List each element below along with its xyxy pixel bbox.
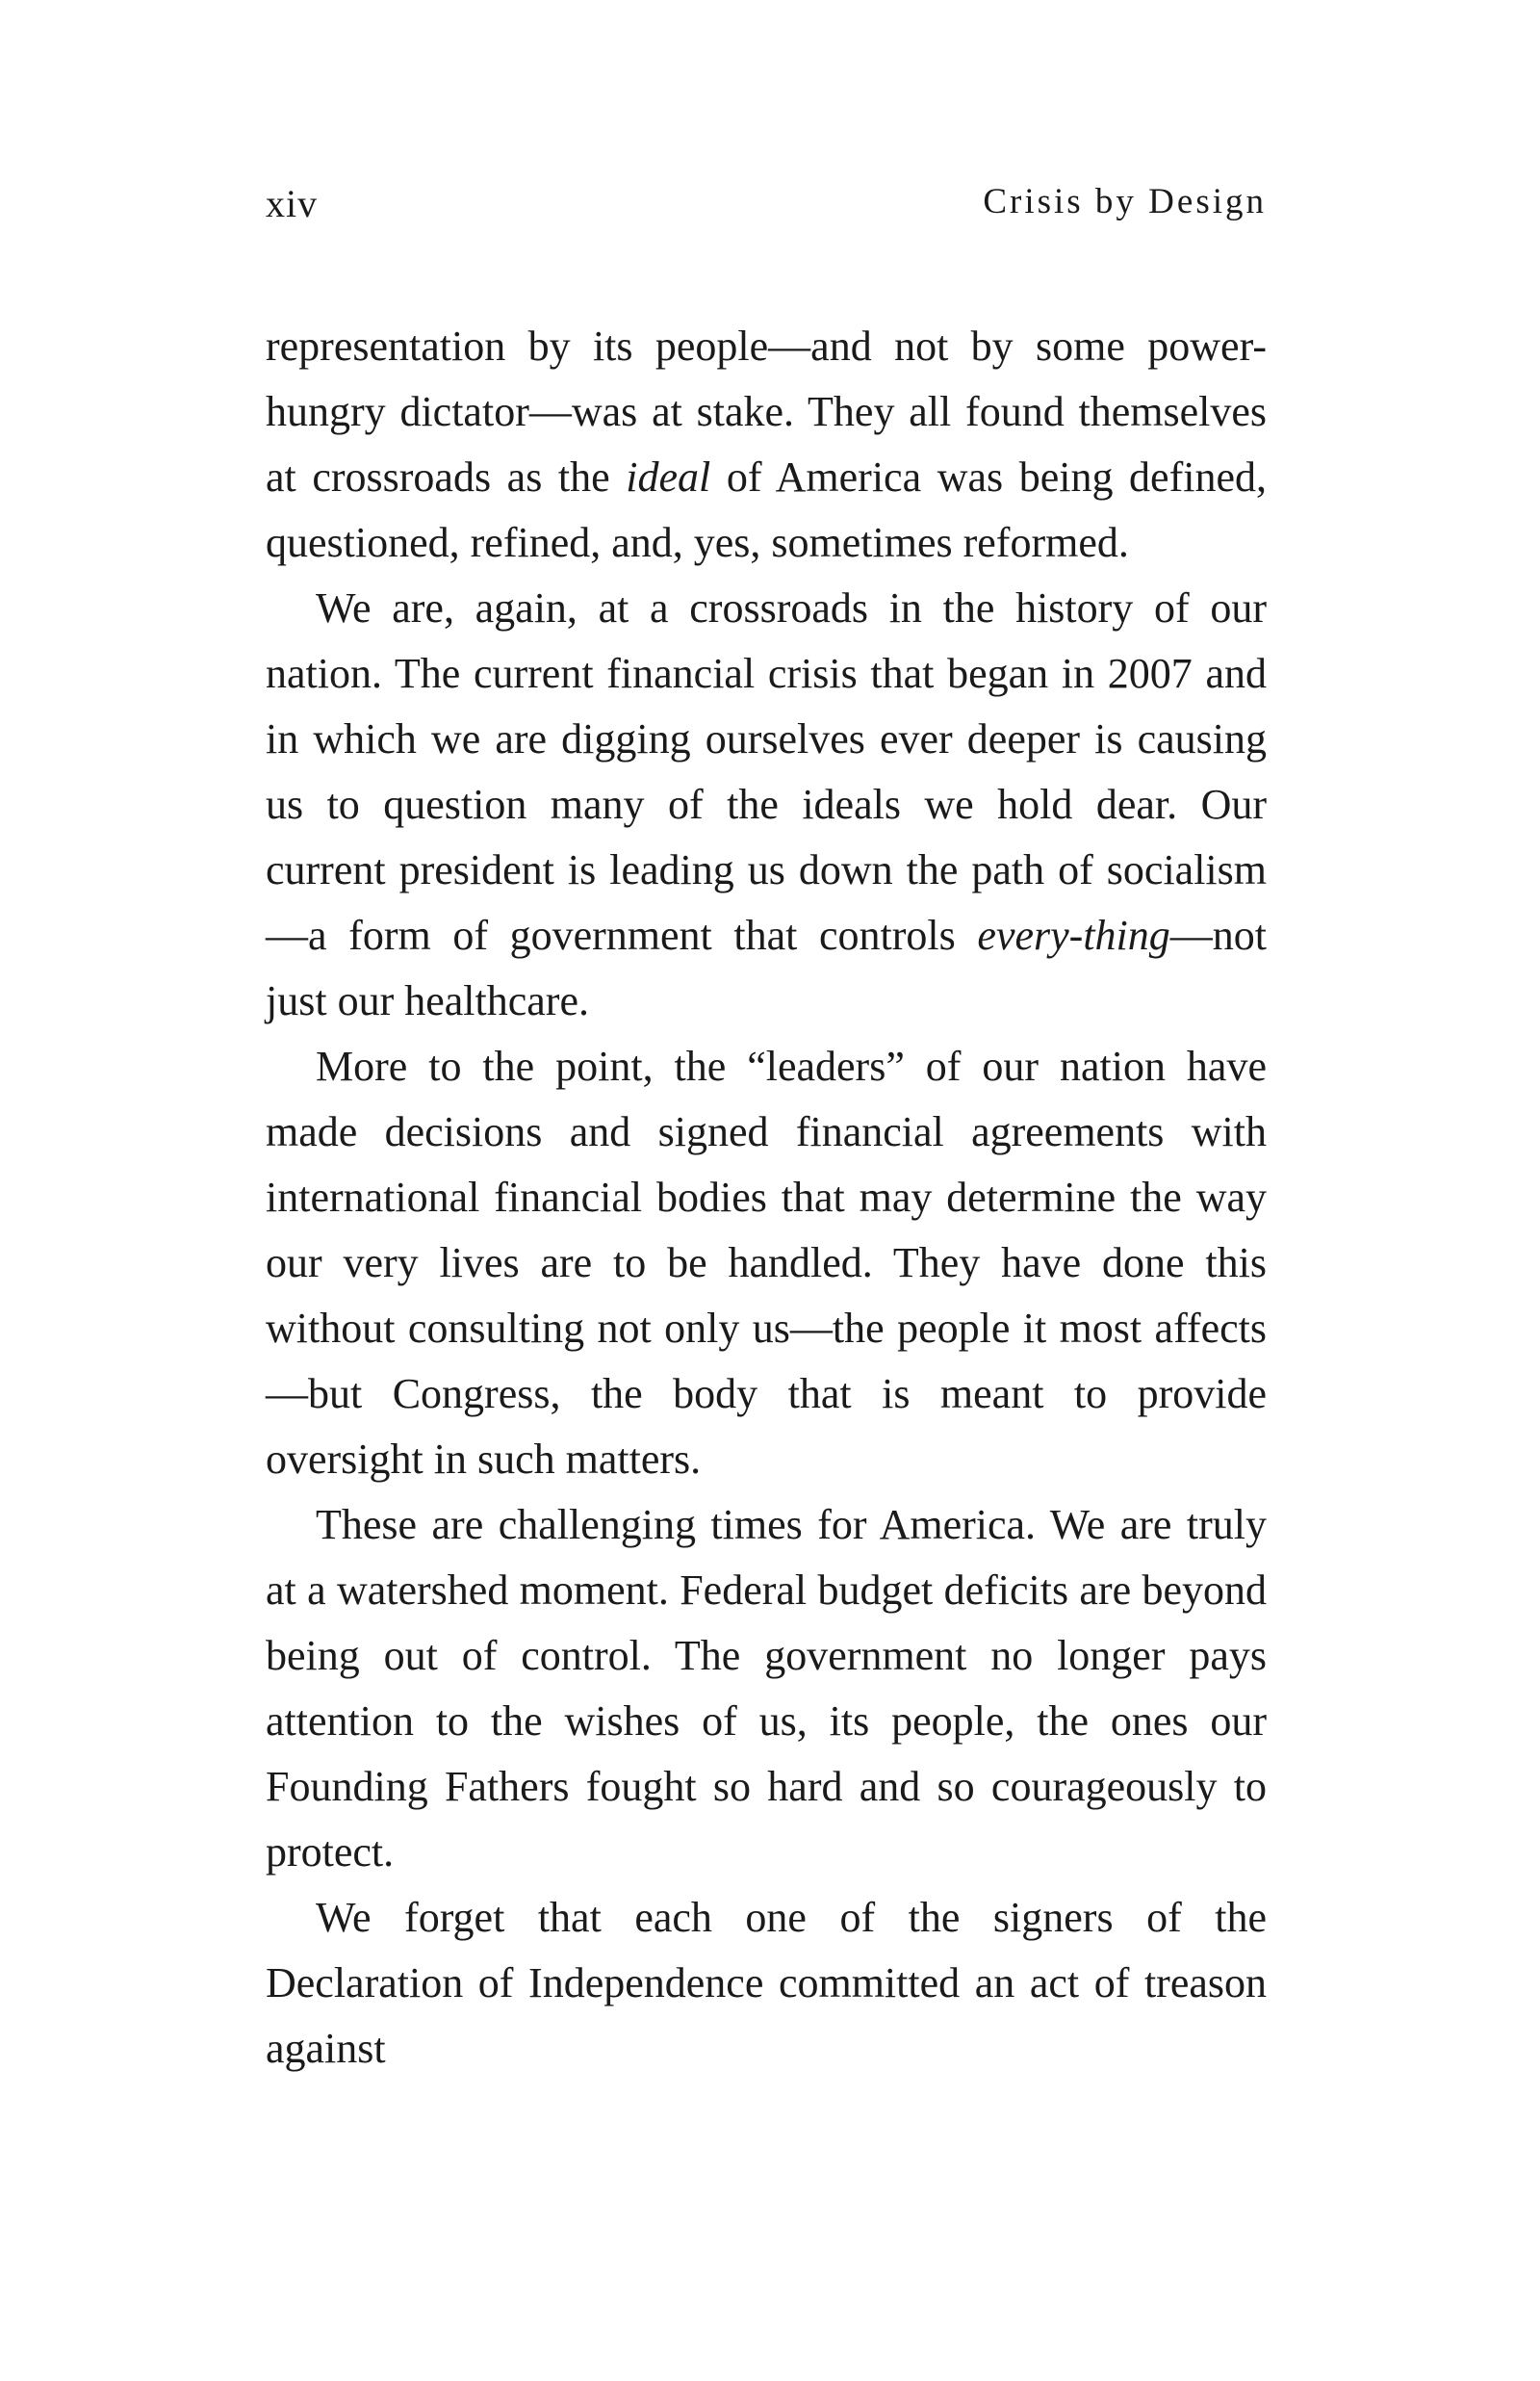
page-header (266, 181, 1267, 239)
paragraph-2-end: —not just our healthcare. (266, 912, 1267, 1024)
running-head: Crisis by Design (983, 182, 1267, 221)
paragraph-2-text: We are, again, at a crossroads in the history of our nation. The current financial crisis that began in 2007 and in which we are digging ourselves ever deeper is causing us to question many of the ideals we hold dear. Our current president is leading us down the path of socialism—a form of government that controls (266, 584, 1267, 959)
paragraph-5: We forget that each one of the signers of the Declaration of Independence committed an act of treason against (266, 1894, 1267, 2072)
paragraph-1 (266, 314, 1267, 576)
page-number: xiv (266, 182, 319, 225)
paragraph-4: These are challenging times for America. We are truly at a watershed moment. Federal budget deficits are beyond being out of control. The government no longer pays attention to the wishes of us, its people, the ones our Founding Fathers fought so hard and so courageously to protect. (266, 1501, 1267, 1876)
paragraph-1-text: representation by its people—and not by some power-hungry dictator—was at stake. They all found themselves at crossroads as the (266, 323, 1267, 501)
paragraph-2 (266, 576, 1267, 1034)
italic-ideal: ideal (626, 453, 711, 501)
italic-everything: every-thing (977, 912, 1170, 959)
paragraph-1-end: of America was being defined, questioned, refined, and, yes, sometimes reformed. (266, 453, 1267, 566)
body-text (266, 314, 1267, 2082)
paragraph-3: More to the point, the “leaders” of our nation have made decisions and signed financial agreements with international financial bodies that may determine the way our very lives are to be handled. They have done this without consulting not only us—the people it most affects—but Congress, the body that is meant to provide oversight in such matters. (266, 1043, 1267, 1483)
